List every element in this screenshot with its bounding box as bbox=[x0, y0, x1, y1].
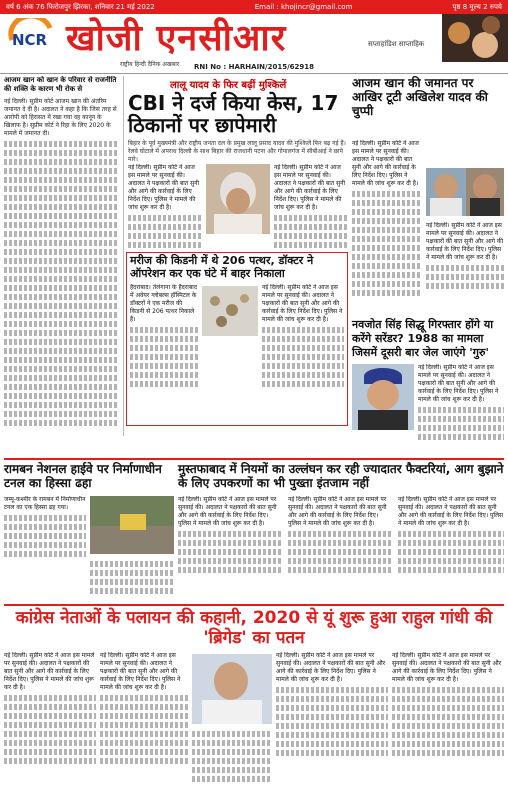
mustafabad-body-col-3: नई दिल्ली। सुप्रीम कोर्ट ने आज इस मामले पर सुनवाई की। अदालत ने पक्षकारों की बात सुनी और आगे की कार्रवाई के लिए निर्देश दिए। पुलिस ने मामले की जांच शुरू कर दी है। bbox=[398, 496, 504, 600]
road-tunnel-body-2 bbox=[90, 558, 174, 602]
congress-body-col-4: नई दिल्ली। सुप्रीम कोर्ट ने आज इस मामले पर सुनवाई की। अदालत ने पक्षकारों की बात सुनी और आगे की कार्रवाई के लिए निर्देश दिए। पुलिस ने मामले की जांच शुरू कर दी है। bbox=[276, 652, 388, 796]
lead-body-col-1: नई दिल्ली। सुप्रीम कोर्ट ने आज इस मामले पर सुनवाई की। अदालत ने पक्षकारों की बात सुनी और आगे की कार्रवाई के लिए निर्देश दिए। पुलिस ने मामले की जांच शुरू कर दी है। bbox=[128, 164, 202, 250]
masthead-title: खोजी एनसीआर bbox=[66, 18, 287, 59]
page-price-info: पृष्ठ 8 मूल्य 2 रुपये bbox=[452, 2, 502, 11]
gazette-label: सप्ताहांडिश साप्ताहिक bbox=[368, 40, 425, 48]
lead-headline: CBI ने दर्ज किया केस, 17 ठिकानों पर छापेमारी bbox=[128, 91, 339, 137]
azam-body-col-2: नई दिल्ली। सुप्रीम कोर्ट ने आज इस मामले पर सुनवाई की। अदालत ने पक्षकारों की बात सुनी और आगे की कार्रवाई के लिए निर्देश दिए। पुलिस ने मामले की जांच शुरू कर दी है। bbox=[426, 222, 504, 310]
kidney-stones-photo bbox=[202, 286, 258, 336]
email-info: Email : khojincr@gmail.com bbox=[254, 3, 353, 11]
ncr-logo-icon bbox=[6, 18, 64, 58]
akhilesh-photo bbox=[426, 168, 466, 216]
logo-text: NCR bbox=[12, 31, 48, 49]
kidney-body-col-2: नई दिल्ली। सुप्रीम कोर्ट ने आज इस मामले पर सुनवाई की। अदालत ने पक्षकारों की बात सुनी और आगे की कार्रवाई के लिए निर्देश दिए। पुलिस ने मामले की जांच शुरू कर दी है। bbox=[262, 284, 344, 422]
mustafabad-body-col-1: नई दिल्ली। सुप्रीम कोर्ट ने आज इस मामले पर सुनवाई की। अदालत ने पक्षकारों की बात सुनी और आगे की कार्रवाई के लिए निर्देश दिए। पुलिस ने मामले की जांच शुरू कर दी है। bbox=[178, 496, 282, 600]
section-divider-2 bbox=[4, 604, 504, 606]
section-divider bbox=[4, 458, 504, 460]
mustafabad-body-col-2: नई दिल्ली। सुप्रीम कोर्ट ने आज इस मामले पर सुनवाई की। अदालत ने पक्षकारों की बात सुनी और आगे की कार्रवाई के लिए निर्देश दिए। पुलिस ने मामले की जांच शुरू कर दी है। bbox=[288, 496, 392, 600]
tunnel-collapse-photo bbox=[90, 496, 174, 554]
congress-body-col-2: नई दिल्ली। सुप्रीम कोर्ट ने आज इस मामले पर सुनवाई की। अदालत ने पक्षकारों की बात सुनी और आगे की कार्रवाई के लिए निर्देश दिए। पुलिस ने मामले की जांच शुरू कर दी है। bbox=[100, 652, 188, 796]
congress-headline: कांग्रेस नेताओं के पलायन की कहानी, 2020 से यूं शुरू हुआ राहुल गांधी की 'ब्रिगेड' का पतन bbox=[15, 608, 493, 648]
congress-body-col-3 bbox=[192, 728, 272, 796]
left-column-body: नई दिल्ली। सुप्रीम कोर्ट आजम खान की अंतरिम जमानत दे दी है। अदालत ने कहा है कि जिस तरह से आरोपी को हिरासत में रखा गया वह कानून के खिलाफ है। सुप्रीम कोर्ट ने रिहा के लिए 2020 के मामले में जमानत दी। bbox=[4, 98, 117, 137]
azam-khan-photo bbox=[466, 168, 504, 216]
rahul-gandhi-photo bbox=[192, 654, 272, 724]
sidhu-headline: नवजोत सिंह सिद्धू गिरफ्तार होंगे या करेंगे सरेंडर? 1988 का मामला जिसमें दूसरी बार जेल जाएंगे 'गुरु' bbox=[352, 318, 494, 359]
issue-info: वर्ष 6 अंक 76 फिरोजपुर झिरका, शनिवार 21 मई 2022 bbox=[6, 2, 155, 11]
azam-headline: आजम खान की जमानत पर आखिर टूटी अखिलेश यादव की चुप्पी bbox=[352, 76, 488, 118]
azam-body-col-1: नई दिल्ली। सुप्रीम कोर्ट ने आज इस मामले पर सुनवाई की। अदालत ने पक्षकारों की बात सुनी और आगे की कार्रवाई के लिए निर्देश दिए। पुलिस ने मामले की जांच शुरू कर दी है। bbox=[352, 140, 422, 310]
left-column-story bbox=[4, 76, 124, 436]
lead-intro: बिहार के पूर्व मुख्यमंत्री और राष्ट्रीय जनता दल के प्रमुख लालू प्रसाद यादव की मुश्किलें फिर बढ़ गई हैं। रेलवे घोटाले में अपराध दिल्ली के साथ बिहार की राजधानी पटना और गोपालगंज में सीबीआई ने छापे मारे। bbox=[128, 140, 346, 163]
mustafabad-headline: मुस्तफाबाद में नियमों का उल्लंघन कर रही ज्यादातर फैक्टरियां, आग बुझाने के लिए उपकरणों का भी पुख्ता इंतजाम नहीं bbox=[178, 462, 504, 490]
left-column-kicker: आजम खान को खान के परिवार से राजनीति की शक्ति के कारण भी रोक से bbox=[4, 76, 117, 93]
congress-body-col-5: नई दिल्ली। सुप्रीम कोर्ट ने आज इस मामले पर सुनवाई की। अदालत ने पक्षकारों की बात सुनी और आगे की कार्रवाई के लिए निर्देश दिए। पुलिस ने मामले की जांच शुरू कर दी है। bbox=[392, 652, 504, 796]
sidhu-body: नई दिल्ली। सुप्रीम कोर्ट ने आज इस मामले पर सुनवाई की। अदालत ने पक्षकारों की बात सुनी और आगे की कार्रवाई के लिए निर्देश दिए। पुलिस ने मामले की जांच शुरू कर दी है। bbox=[418, 364, 504, 454]
top-info-bar bbox=[0, 0, 508, 14]
kidney-headline: मरीज की किडनी में थे 206 पत्थर, डॉक्टर ने ऑपरेशन कर एक घंटे में बाहर निकाला bbox=[130, 254, 314, 280]
lead-body-col-2: नई दिल्ली। सुप्रीम कोर्ट ने आज इस मामले पर सुनवाई की। अदालत ने पक्षकारों की बात सुनी और आगे की कार्रवाई के लिए निर्देश दिए। पुलिस ने मामले की जांच शुरू कर दी है। bbox=[274, 164, 348, 250]
road-tunnel-body: जम्मू-कश्मीर के रामबन में निर्माणाधीन टनल का एक हिस्सा ढह गया। bbox=[4, 496, 86, 600]
masthead-image bbox=[440, 14, 508, 62]
lead-kicker: लालू यादव के फिर बढ़ीं मुश्किलें bbox=[170, 80, 287, 91]
congress-body-col-1: नई दिल्ली। सुप्रीम कोर्ट ने आज इस मामले पर सुनवाई की। अदालत ने पक्षकारों की बात सुनी और आगे की कार्रवाई के लिए निर्देश दिए। पुलिस ने मामले की जांच शुरू कर दी है। bbox=[4, 652, 96, 796]
sidhu-photo bbox=[352, 364, 414, 430]
lalu-photo bbox=[206, 164, 270, 234]
rni-number: RNI No : HARHAIN/2015/62918 bbox=[0, 63, 508, 74]
kidney-body-col-1: हैदराबाद। तेलंगाना के हैदराबाद में अवेयर ग्लोबल्स हॉस्पिटल के डॉक्टरों ने एक मरीज की किडनी से 206 पत्थर निकाले हैं। bbox=[130, 284, 198, 422]
masthead-tagline: राष्ट्रीय हिन्दी दैनिक अखबार bbox=[120, 61, 180, 68]
road-tunnel-headline: रामबन नेशनल हाईवे पर निर्माणाधीन टनल का हिस्सा ढहा bbox=[4, 462, 162, 490]
